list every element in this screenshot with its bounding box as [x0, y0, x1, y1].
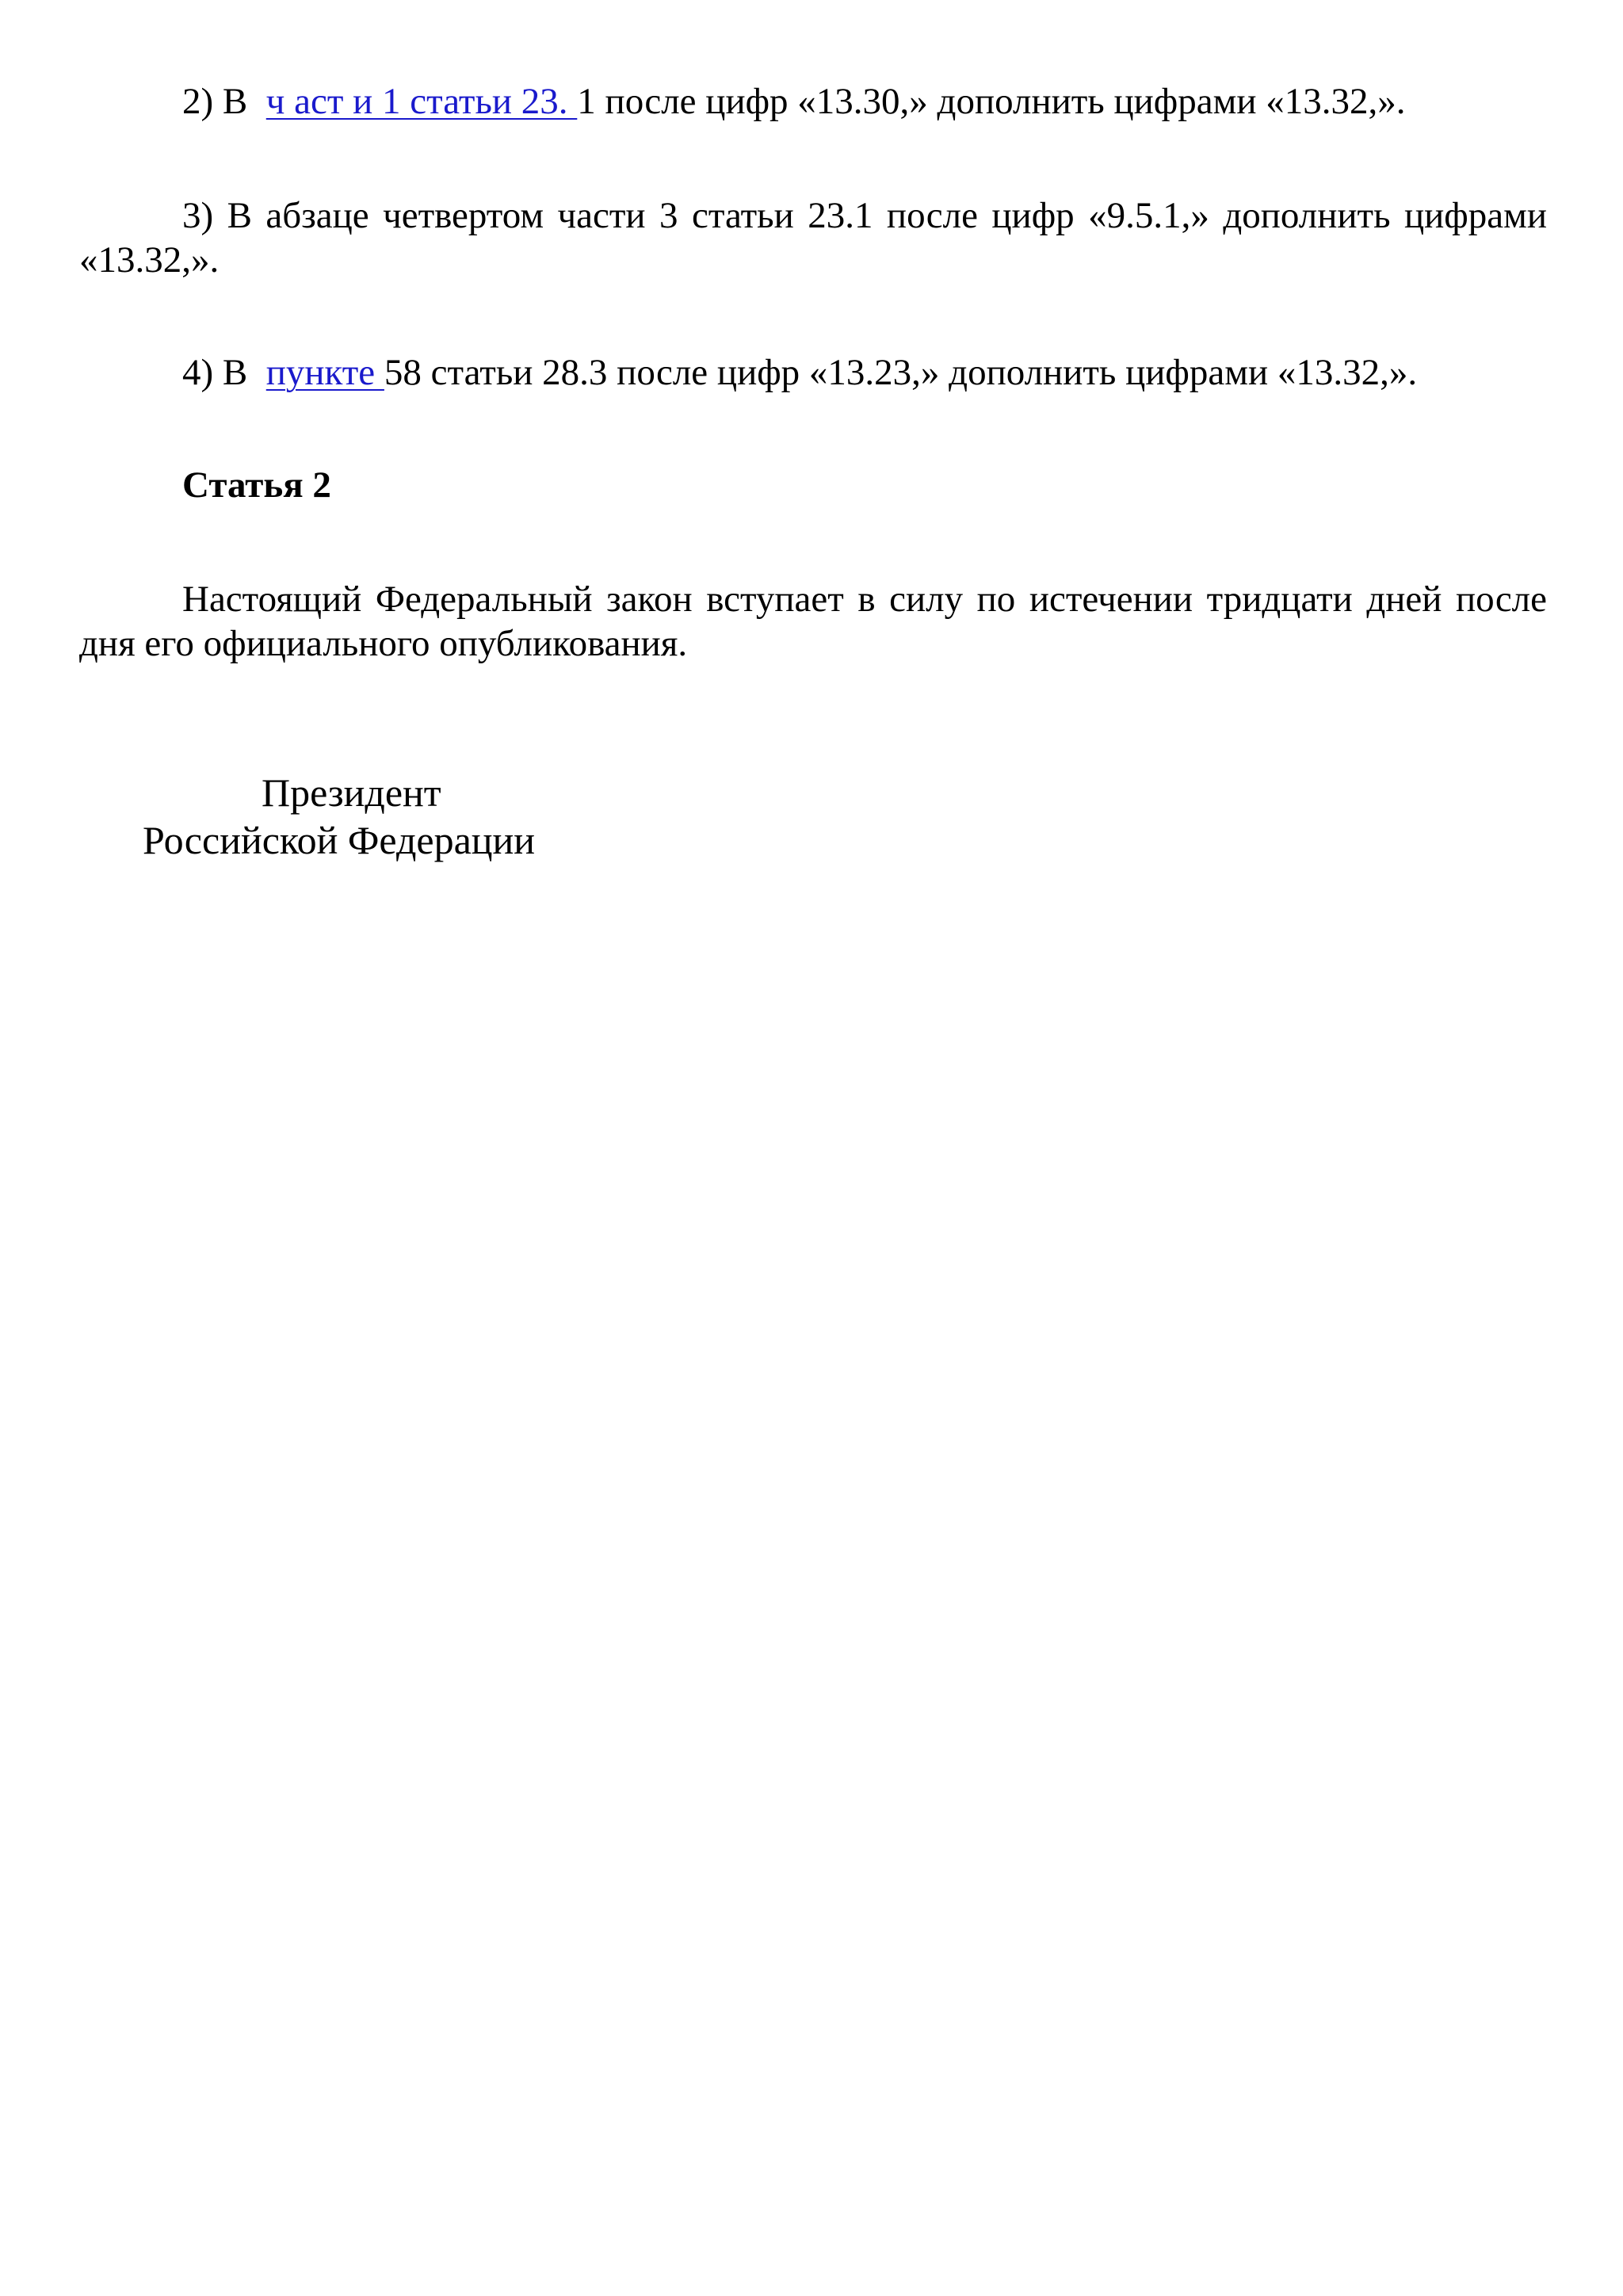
- article-heading: Статья 2: [182, 464, 331, 506]
- signature-title: Президент: [262, 770, 441, 815]
- amendment-item-4-suffix: 58 статьи 28.3 после цифр «13.23,» дополнить цифрами «13.32,».: [384, 352, 1418, 393]
- amendment-item-2-prefix: 2) В: [182, 81, 248, 122]
- signature-subtitle: Российской Федерации: [143, 818, 536, 862]
- link-punkte[interactable]: пункте: [265, 352, 384, 393]
- amendment-item-2: [79, 79, 1547, 124]
- amendment-item-4: [79, 350, 1547, 395]
- link-chast-1-stati-23[interactable]: ч аст и 1 статьи 23.: [265, 81, 578, 122]
- amendment-item-2-suffix: 1 после цифр «13.30,» дополнить цифрами «13.32,».: [577, 81, 1406, 122]
- amendment-item-4-prefix: 4) В: [182, 352, 248, 393]
- amendment-item-3: 3) В абзаце четвертом части 3 статьи 23.1 после цифр «9.5.1,» дополнить цифрами «13.32,».: [79, 195, 1547, 281]
- article-text: Настоящий Федеральный закон вступает в силу по истечении тридцати дней после дня его официального опубликования.: [79, 579, 1547, 664]
